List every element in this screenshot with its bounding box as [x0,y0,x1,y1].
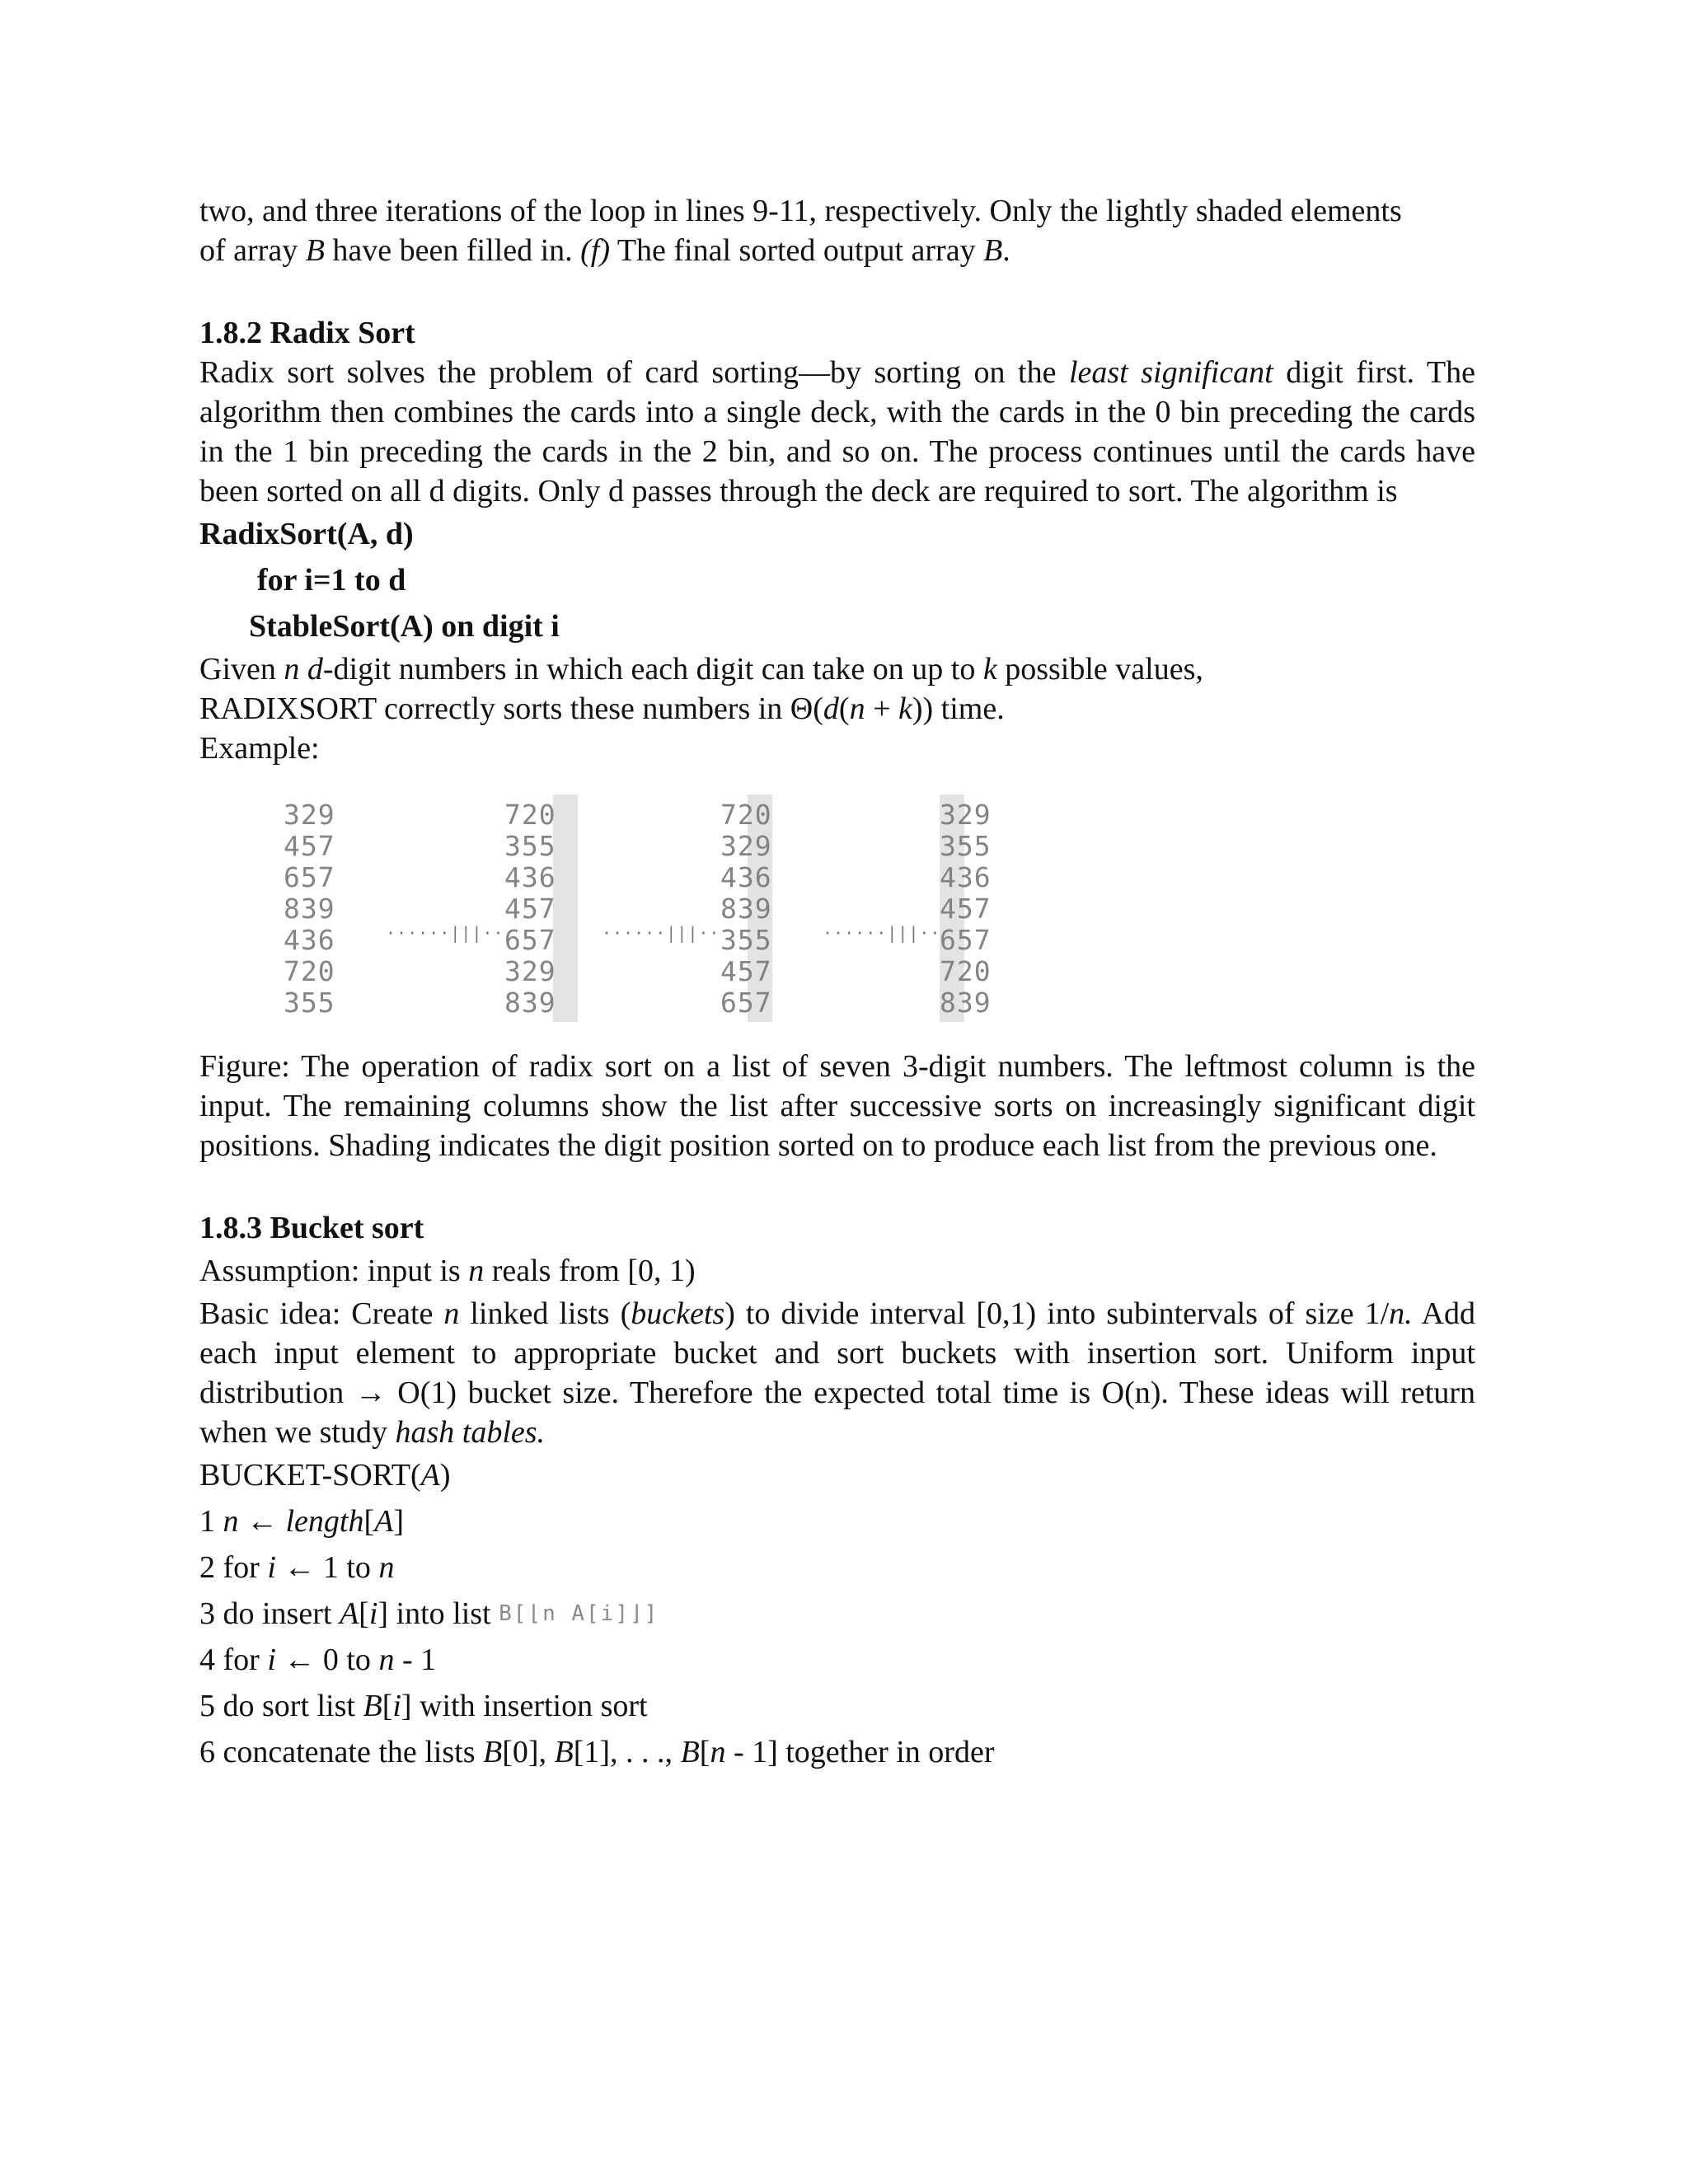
intro-text: have been filled in. [324,233,581,268]
text: digit first. The algorithm then combines the cards into a single deck, with the cards in the 0 bin preceding the cards in the 1 bin preceding the cards in the 2 bin, and so on. The process continues until the cards have been sorted on all d digits. Only d passes through the deck are required to sort. The algorithm is [199,355,1475,509]
text: ← [238,1504,286,1539]
text-italic: k [982,652,997,687]
algo-step-5 [199,1683,1475,1729]
number: 329 [940,799,992,831]
assumption-line [199,1248,1475,1294]
text: 6 concatenate the lists [199,1735,483,1769]
number: 355 [940,830,992,862]
number: 720 [504,799,556,831]
radix-column-pass-3 [940,799,992,1019]
text: -digit numbers in which each digit can take on up to [322,652,983,687]
text: Assumption: input is [199,1254,469,1288]
intro-var: B [305,233,325,268]
text-italic: n [468,1254,485,1288]
number: 329 [504,955,556,987]
text-italic: i [368,1596,378,1631]
text: ← 0 to [275,1643,379,1677]
text-italic: i [267,1643,276,1677]
text: possible values, [996,652,1203,687]
number: 457 [284,830,335,862]
algo-title [199,1452,1475,1498]
shade-ones-digit [553,794,578,1022]
number: 436 [504,861,556,893]
text: 5 do sort list [199,1689,363,1723]
number: 329 [720,830,772,862]
intro-text: of array [199,233,306,268]
number: 657 [504,924,556,956]
text: - 1 [394,1643,437,1677]
number: 457 [720,955,772,987]
text: [ [382,1689,393,1723]
text-italic: n [378,1643,395,1677]
text: ← 1 to [275,1550,379,1585]
document-page [199,191,1475,1775]
text-italic: buckets [631,1296,725,1331]
text-italic: A [374,1504,394,1539]
text-italic: n [710,1735,726,1769]
text: O(1) bucket size. Therefore the expected total time is O(n). These ideas will return when we study [199,1376,1475,1450]
code-line-3: StableSort(A) on digit i [249,609,560,644]
text: Basic idea: Create [199,1296,444,1331]
number: 839 [284,893,335,925]
text: ) to divide interval [0,1) into subintervals of size 1/ [724,1296,1390,1331]
text: 1 [199,1504,223,1539]
number: 355 [284,987,335,1019]
text: - 1] together in order [725,1735,995,1769]
text: [ [699,1735,710,1769]
text-italic: n [849,691,865,726]
text: Radix sort solves the problem of card sorting—by sorting on the [199,355,1069,390]
section-heading-bucket: 1.8.3 Bucket sort [199,1211,424,1245]
text: [ [359,1596,369,1631]
text: + [865,691,898,726]
text-italic: d [823,691,839,726]
intro-text: . [1002,233,1010,268]
text: 4 for [199,1643,268,1677]
radix-column-pass-1 [504,799,556,1019]
algo-step-1 [199,1498,1475,1544]
algo-step-6 [199,1729,1475,1775]
number: 657 [940,924,992,956]
text-italic: A [420,1458,440,1493]
number: 720 [284,955,335,987]
text: [ [363,1504,375,1539]
figure-caption: Figure: The operation of radix sort on a list of seven 3-digit numbers. The leftmost column is the input. The remaining columns show the list after successive sorts on increasingly significant digit positions. Shading indicates the digit position sorted on to produce each list from the previous one. [199,1049,1475,1163]
text-italic: i [392,1689,401,1723]
text-italic: length [285,1504,364,1539]
text: )) time. [912,691,1005,726]
text: ] with insertion sort [401,1689,648,1723]
text-italic: n. [1389,1296,1413,1331]
text-italic: B [680,1735,700,1769]
intro-paragraph [199,191,1475,270]
arrow-2: ······|||·· [602,923,720,943]
number: 657 [720,987,772,1019]
text: [1], . . ., [573,1735,681,1769]
text: ] [393,1504,405,1539]
section-heading-radix: 1.8.2 Radix Sort [199,316,415,350]
text-italic: least significant [1068,355,1273,390]
number: 839 [504,987,556,1019]
text-italic: n d [284,652,323,687]
text-italic: k [898,691,912,726]
text: RADIXSORT correctly sorts these numbers in Θ( [199,691,823,726]
number: 720 [720,799,772,831]
arrow-1: ······|||·· [386,923,504,943]
right-arrow-icon: → [354,1376,387,1410]
text-italic: n [378,1550,395,1585]
code-line-1: RadixSort(A, d) [199,517,414,551]
number: 436 [284,924,335,956]
intro-text: two, and three iterations of the loop in lines 9-11, respectively. Only the lightly shaded elements [199,194,1402,228]
radix-paragraph [199,353,1475,511]
text-italic: B [363,1689,382,1723]
radix-sort-figure [199,785,1475,1032]
arrow-3: ······|||·· [823,923,941,943]
text: BUCKET-SORT( [199,1458,421,1493]
text-italic: A [339,1596,359,1631]
text: reals from [0, 1) [484,1254,696,1288]
number: 436 [720,861,772,893]
algo-step-2 [199,1544,1475,1591]
text-italic: i [267,1550,276,1585]
intro-text: The final sorted output array [610,233,984,268]
text: ( [838,691,850,726]
text: 2 for [199,1550,268,1585]
number: 657 [284,861,335,893]
algo-step-4 [199,1637,1475,1683]
algo-step-3 [199,1591,1475,1637]
text: 3 do insert [199,1596,340,1631]
text-italic: B [483,1735,503,1769]
intro-var: B [983,233,1003,268]
number: 720 [940,955,992,987]
bucket-index-formula-image: B[⌊n A[i]⌋] [499,1601,659,1626]
text: ] into list [377,1596,499,1631]
number: 839 [720,893,772,925]
text-italic: n [443,1296,460,1331]
number: 457 [940,893,992,925]
intro-var: (f) [580,233,611,268]
text: [0], [502,1735,555,1769]
given-line [199,649,1475,689]
text-italic: n [223,1504,239,1539]
number: 436 [940,861,992,893]
number: 355 [720,924,772,956]
number: 329 [284,799,335,831]
number: 839 [940,987,992,1019]
radix-column-pass-2 [720,799,772,1019]
text: Given [199,652,284,687]
text: linked lists ( [459,1296,631,1331]
time-line [199,689,1475,729]
text-italic: hash tables. [395,1415,546,1450]
example-label: Example: [199,731,320,766]
text-italic: B [554,1735,574,1769]
number: 457 [504,893,556,925]
basic-idea-paragraph [199,1294,1475,1452]
text: ) [439,1458,451,1493]
text: Add each input element to appropriate bucket and sort buckets with insertion sort. Uniform input distribution [199,1296,1475,1410]
code-line-2: for i=1 to d [257,563,406,598]
number: 355 [504,830,556,862]
radix-column-input [284,799,335,1019]
